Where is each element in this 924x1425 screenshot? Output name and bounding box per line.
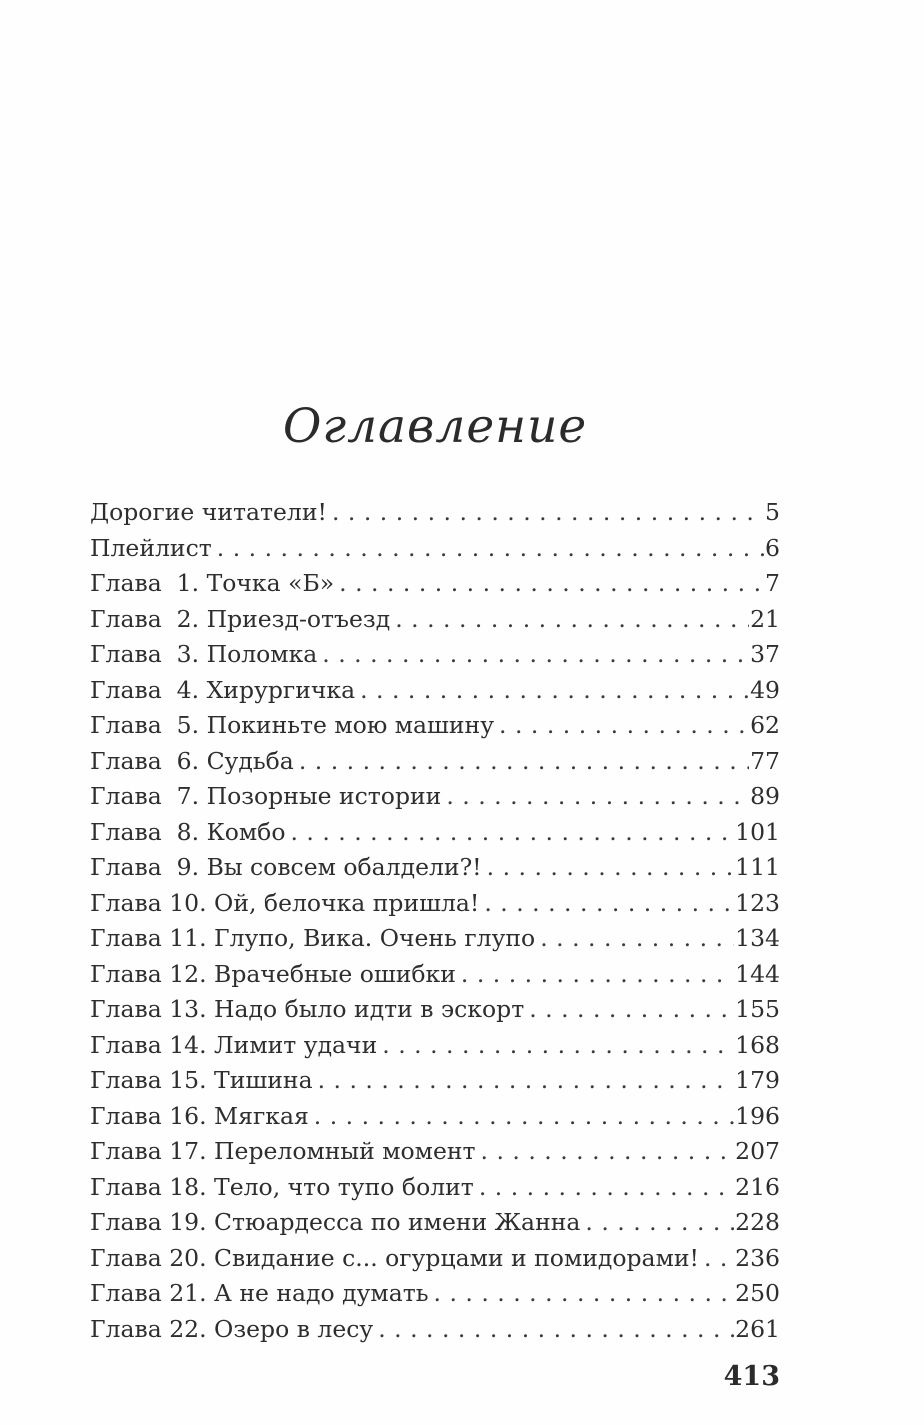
toc-entry-page: 134 bbox=[735, 924, 780, 952]
toc-entry-page: 216 bbox=[735, 1172, 780, 1201]
dot-leader bbox=[360, 673, 749, 709]
toc-entry bbox=[90, 1170, 780, 1206]
dot-leader bbox=[339, 566, 764, 602]
toc-entry-page: 228 bbox=[735, 1208, 780, 1236]
dot-leader bbox=[217, 531, 764, 567]
toc-entry-page: 77 bbox=[750, 746, 780, 775]
toc-entry bbox=[90, 566, 780, 602]
toc-entry bbox=[90, 992, 780, 1028]
toc-entry-title: Дорогие читатели! bbox=[90, 498, 327, 526]
toc-entry-title: Плейлист bbox=[90, 533, 212, 562]
toc-entry-title: Глава 2. Приезд-отъезд bbox=[90, 604, 391, 633]
toc-entry-page: 144 bbox=[735, 959, 780, 988]
dot-leader bbox=[487, 850, 735, 886]
toc-entry-page: 168 bbox=[735, 1030, 780, 1059]
toc-entry-page: 49 bbox=[750, 675, 780, 704]
toc-entry-title: Глава 4. Хирургичка bbox=[90, 675, 356, 704]
toc-entry bbox=[90, 602, 780, 638]
toc-entry-title: Глава 7. Позорные истории bbox=[90, 782, 442, 810]
dot-leader bbox=[446, 779, 749, 815]
toc-entry-title: Глава 13. Надо было идти в эскорт bbox=[90, 995, 525, 1023]
toc-entry bbox=[90, 1063, 780, 1099]
toc-entry-title: Глава 11. Глупо, Вика. Очень глупо bbox=[90, 924, 536, 952]
dot-leader bbox=[332, 495, 764, 531]
toc-entry-title: Глава 20. Свидание с... огурцами и помидорами! bbox=[90, 1243, 699, 1272]
toc-entry-title: Глава 19. Стюардесса по имени Жанна bbox=[90, 1208, 581, 1236]
dot-leader bbox=[481, 1134, 735, 1170]
toc-entry-title: Глава 18. Тело, что тупо болит bbox=[90, 1172, 474, 1201]
toc-entry bbox=[90, 779, 780, 815]
toc-list bbox=[90, 495, 780, 1347]
toc-entry bbox=[90, 1028, 780, 1064]
toc-entry-title: Глава 3. Поломка bbox=[90, 640, 318, 668]
toc-entry-page: 7 bbox=[765, 569, 780, 597]
dot-leader bbox=[314, 1099, 734, 1135]
toc-entry-page: 155 bbox=[735, 995, 780, 1023]
folio-page-number: 413 bbox=[723, 1361, 780, 1392]
toc-entry-page: 250 bbox=[735, 1279, 780, 1307]
toc-entry bbox=[90, 744, 780, 780]
toc-entry bbox=[90, 1241, 780, 1277]
toc-entry bbox=[90, 886, 780, 922]
dot-leader bbox=[499, 708, 749, 744]
page-title: Оглавление bbox=[282, 399, 588, 454]
toc-entry-title: Глава 6. Судьба bbox=[90, 746, 294, 775]
toc-entry bbox=[90, 921, 780, 957]
toc-entry bbox=[90, 1276, 780, 1312]
toc-entry-title: Глава 15. Тишина bbox=[90, 1066, 313, 1094]
toc-entry-page: 5 bbox=[765, 498, 780, 526]
toc-entry bbox=[90, 815, 780, 851]
toc-entry-title: Глава 21. А не надо думать bbox=[90, 1279, 429, 1307]
dot-leader bbox=[529, 992, 734, 1028]
toc-entry-page: 6 bbox=[765, 533, 780, 562]
toc-entry-title: Глава 16. Мягкая bbox=[90, 1101, 309, 1130]
toc-entry-page: 21 bbox=[750, 604, 780, 633]
toc-entry-title: Глава 5. Покиньте мою машину bbox=[90, 711, 495, 739]
toc-entry bbox=[90, 1312, 780, 1348]
toc-entry-page: 89 bbox=[750, 782, 780, 810]
toc-entry-page: 101 bbox=[735, 817, 780, 846]
toc-entry-title: Глава 1. Точка «Б» bbox=[90, 569, 335, 597]
toc-entry-page: 207 bbox=[735, 1137, 780, 1165]
toc-entry-title: Глава 17. Переломный момент bbox=[90, 1137, 476, 1165]
toc-entry bbox=[90, 1099, 780, 1135]
dot-leader bbox=[395, 602, 749, 638]
dot-leader bbox=[299, 744, 749, 780]
dot-leader bbox=[290, 815, 734, 851]
dot-leader bbox=[434, 1276, 735, 1312]
toc-entry-page: 111 bbox=[735, 853, 780, 881]
dot-leader bbox=[540, 921, 734, 957]
dot-leader bbox=[484, 886, 734, 922]
toc-entry-page: 196 bbox=[735, 1101, 780, 1130]
dot-leader bbox=[479, 1170, 734, 1206]
toc-entry-title: Глава 22. Озеро в лесу bbox=[90, 1314, 374, 1343]
toc-entry-page: 62 bbox=[750, 711, 780, 739]
toc-entry-title: Глава 9. Вы совсем обалдели?! bbox=[90, 853, 482, 881]
toc-entry bbox=[90, 1134, 780, 1170]
toc-entry-page: 179 bbox=[735, 1066, 780, 1094]
toc-page bbox=[90, 0, 780, 1392]
toc-entry bbox=[90, 708, 780, 744]
toc-entry bbox=[90, 850, 780, 886]
dot-leader bbox=[322, 637, 749, 673]
dot-leader bbox=[704, 1241, 734, 1277]
toc-entry-title: Глава 14. Лимит удачи bbox=[90, 1030, 378, 1059]
dot-leader bbox=[585, 1205, 734, 1241]
dot-leader bbox=[382, 1028, 734, 1064]
toc-entry-page: 236 bbox=[735, 1243, 780, 1272]
toc-entry bbox=[90, 531, 780, 567]
toc-entry bbox=[90, 1205, 780, 1241]
toc-entry bbox=[90, 957, 780, 993]
toc-entry bbox=[90, 495, 780, 531]
toc-entry bbox=[90, 637, 780, 673]
toc-entry-page: 37 bbox=[750, 640, 780, 668]
toc-entry-title: Глава 12. Врачебные ошибки bbox=[90, 959, 456, 988]
dot-leader bbox=[318, 1063, 735, 1099]
toc-entry bbox=[90, 673, 780, 709]
dot-leader bbox=[378, 1312, 734, 1348]
toc-entry-title: Глава 8. Комбо bbox=[90, 817, 286, 846]
dot-leader bbox=[461, 957, 734, 993]
toc-entry-page: 123 bbox=[735, 888, 780, 917]
toc-entry-title: Глава 10. Ой, белочка пришла! bbox=[90, 888, 480, 917]
toc-entry-page: 261 bbox=[735, 1314, 780, 1343]
